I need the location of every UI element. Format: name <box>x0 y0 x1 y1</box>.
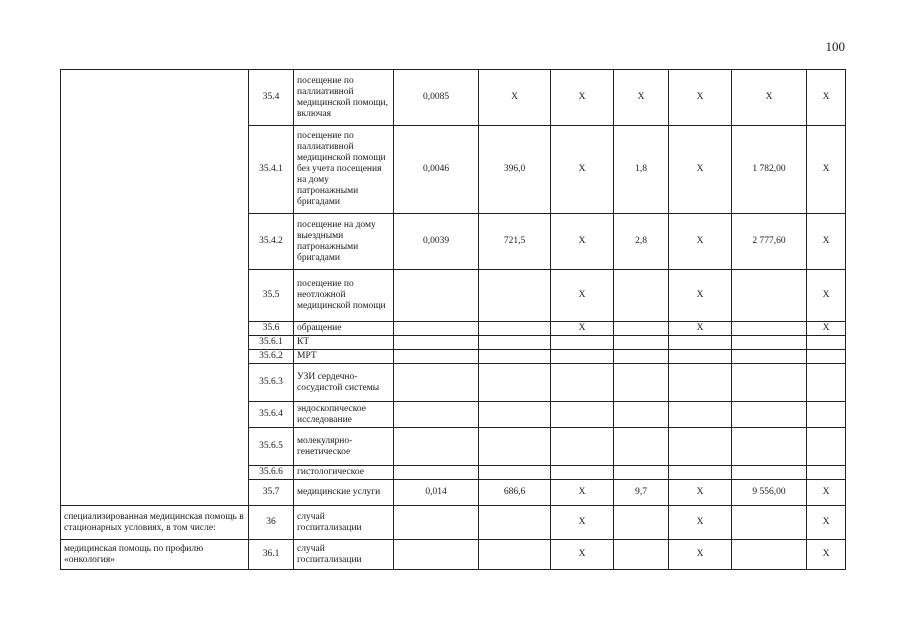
value-cell: 1,8 <box>614 126 669 214</box>
value-cell <box>669 466 732 480</box>
value-cell <box>479 540 551 570</box>
value-cell <box>669 364 732 402</box>
value-cell: 0,0039 <box>394 214 479 270</box>
value-cell <box>614 270 669 322</box>
row-number-cell: 36.1 <box>249 540 294 570</box>
value-cell: 9 556,00 <box>732 480 807 506</box>
row-number-cell: 35.4.2 <box>249 214 294 270</box>
value-cell: 9,7 <box>614 480 669 506</box>
value-cell <box>732 540 807 570</box>
table-row <box>61 506 846 540</box>
value-cell: X <box>807 126 846 214</box>
row-number-cell: 35.6.2 <box>249 350 294 364</box>
row-number-cell: 35.5 <box>249 270 294 322</box>
value-cell <box>551 336 614 350</box>
value-cell: X <box>669 480 732 506</box>
value-cell <box>614 506 669 540</box>
value-cell <box>732 336 807 350</box>
value-cell <box>479 322 551 336</box>
value-cell: X <box>807 214 846 270</box>
unit-cell: КТ <box>294 336 394 350</box>
value-cell <box>732 466 807 480</box>
value-cell: X <box>807 480 846 506</box>
value-cell: 1 782,00 <box>732 126 807 214</box>
value-cell: X <box>807 540 846 570</box>
value-cell: X <box>732 70 807 126</box>
row-number-cell: 35.6.6 <box>249 466 294 480</box>
row-number-cell: 35.4.1 <box>249 126 294 214</box>
value-cell <box>807 364 846 402</box>
row-name-cell: медицинская помощь по профилю «онкология» <box>61 540 249 570</box>
unit-cell: МРТ <box>294 350 394 364</box>
unit-cell: медицинские услуги <box>294 480 394 506</box>
value-cell: X <box>669 126 732 214</box>
value-cell <box>732 322 807 336</box>
value-cell: 2,8 <box>614 214 669 270</box>
value-cell <box>614 402 669 428</box>
value-cell: X <box>551 540 614 570</box>
value-cell <box>551 428 614 466</box>
unit-cell: случай госпитализации <box>294 506 394 540</box>
value-cell <box>394 270 479 322</box>
value-cell <box>732 270 807 322</box>
value-cell <box>479 350 551 364</box>
unit-cell: обращение <box>294 322 394 336</box>
value-cell <box>394 428 479 466</box>
value-cell: X <box>551 126 614 214</box>
value-cell <box>614 428 669 466</box>
value-cell <box>394 466 479 480</box>
value-cell <box>479 466 551 480</box>
unit-cell: гистологическое <box>294 466 394 480</box>
value-cell <box>394 402 479 428</box>
unit-cell: посещение на дому выездными патронажными бригадами <box>294 214 394 270</box>
page-number: 100 <box>825 39 845 54</box>
value-cell: X <box>479 70 551 126</box>
value-cell: 396,0 <box>479 126 551 214</box>
unit-cell: посещение по паллиативной медицинской помощи без учета посещения на дому патронажными бригадами <box>294 126 394 214</box>
value-cell <box>394 350 479 364</box>
value-cell <box>394 336 479 350</box>
value-cell <box>807 428 846 466</box>
value-cell <box>669 350 732 364</box>
value-cell <box>614 466 669 480</box>
value-cell: X <box>669 506 732 540</box>
value-cell <box>732 402 807 428</box>
value-cell: 0,014 <box>394 480 479 506</box>
row-number-cell: 35.6.1 <box>249 336 294 350</box>
unit-cell: эндоскопическое исследование <box>294 402 394 428</box>
value-cell: X <box>551 322 614 336</box>
value-cell <box>732 428 807 466</box>
value-cell: X <box>551 70 614 126</box>
value-cell <box>479 364 551 402</box>
value-cell: X <box>807 322 846 336</box>
value-cell: 721,5 <box>479 214 551 270</box>
value-cell: X <box>807 506 846 540</box>
value-cell: X <box>551 506 614 540</box>
value-cell <box>551 402 614 428</box>
value-cell <box>479 270 551 322</box>
row-number-cell: 35.6.5 <box>249 428 294 466</box>
value-cell: X <box>669 540 732 570</box>
unit-cell: случай госпитализации <box>294 540 394 570</box>
value-cell: 0,0085 <box>394 70 479 126</box>
row-number-cell: 35.7 <box>249 480 294 506</box>
value-cell: X <box>551 270 614 322</box>
tariff-table <box>60 69 846 570</box>
value-cell <box>479 428 551 466</box>
value-cell <box>394 540 479 570</box>
row-name-cell: специализированная медицинская помощь в стационарных условиях, в том числе: <box>61 506 249 540</box>
value-cell: X <box>669 214 732 270</box>
unit-cell: посещение по неотложной медицинской помощи <box>294 270 394 322</box>
value-cell <box>807 402 846 428</box>
value-cell <box>732 364 807 402</box>
value-cell <box>614 540 669 570</box>
row-number-cell: 35.4 <box>249 70 294 126</box>
value-cell <box>614 322 669 336</box>
row-number-cell: 35.6.3 <box>249 364 294 402</box>
value-cell: 686,6 <box>479 480 551 506</box>
row-number-cell: 36 <box>249 506 294 540</box>
value-cell <box>551 466 614 480</box>
value-cell <box>551 350 614 364</box>
value-cell: X <box>669 322 732 336</box>
value-cell <box>807 350 846 364</box>
value-cell <box>479 506 551 540</box>
table-row <box>61 70 846 126</box>
unit-cell: УЗИ сердечно-сосудистой системы <box>294 364 394 402</box>
row-number-cell: 35.6 <box>249 322 294 336</box>
value-cell <box>551 364 614 402</box>
row-name-cell <box>61 70 249 506</box>
value-cell <box>669 428 732 466</box>
table-body <box>61 70 846 570</box>
value-cell <box>479 336 551 350</box>
value-cell <box>807 336 846 350</box>
value-cell: X <box>551 214 614 270</box>
value-cell: X <box>807 70 846 126</box>
value-cell <box>614 336 669 350</box>
value-cell: 0,0046 <box>394 126 479 214</box>
value-cell <box>732 350 807 364</box>
value-cell: X <box>551 480 614 506</box>
value-cell <box>669 336 732 350</box>
value-cell: 2 777,60 <box>732 214 807 270</box>
value-cell <box>479 402 551 428</box>
table-row <box>61 540 846 570</box>
value-cell <box>394 506 479 540</box>
value-cell <box>394 322 479 336</box>
value-cell <box>394 364 479 402</box>
unit-cell: молекулярно-генетическое <box>294 428 394 466</box>
row-number-cell: 35.6.4 <box>249 402 294 428</box>
value-cell: X <box>669 70 732 126</box>
value-cell: X <box>669 270 732 322</box>
unit-cell: посещение по паллиативной медицинской помощи, включая <box>294 70 394 126</box>
value-cell <box>732 506 807 540</box>
value-cell <box>807 466 846 480</box>
value-cell: X <box>807 270 846 322</box>
value-cell <box>614 350 669 364</box>
value-cell <box>614 364 669 402</box>
value-cell <box>669 402 732 428</box>
value-cell: X <box>614 70 669 126</box>
